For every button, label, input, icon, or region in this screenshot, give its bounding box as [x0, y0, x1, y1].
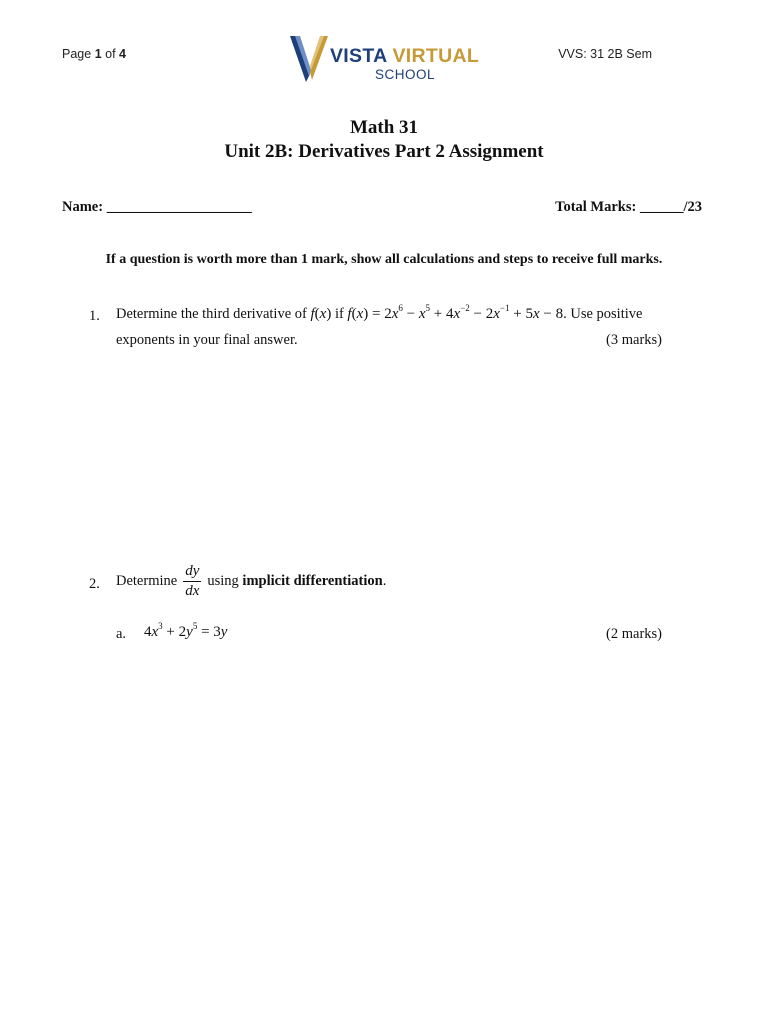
- logo-word-vista: VISTA: [330, 45, 387, 67]
- question-1-marks: (3 marks): [606, 332, 662, 348]
- question-2-number: 2.: [89, 576, 100, 592]
- v-logo-icon: [288, 34, 332, 84]
- question-1-equation: $f(x) = 2x^6 - x^5 + 4x^{-2} - 2x^{-1} + 5x - 8$: [347, 303, 564, 322]
- page-title: Math 31: [349, 117, 419, 138]
- dy-dx-fraction: $\frac{dy}{dx}$: [185, 563, 200, 599]
- logo-word-school: SCHOOL: [375, 67, 436, 82]
- question-1-func: f(x): [310, 306, 332, 322]
- page-number: Page 1 of 4: [62, 47, 126, 61]
- course-code: VVS: 31 2B Sem: [558, 47, 652, 61]
- total-marks-field[interactable]: Total Marks: ______/23: [555, 199, 702, 215]
- question-2-text: Determine $\frac{dy}{dx}$ using implicit differentiation .: [116, 563, 387, 599]
- question-1-number: 1.: [89, 308, 100, 324]
- question-1-text: Determine the third derivative of f(x) if $f(x) = 2x^6 - x^5 + 4x^{-2} - 2x^{-1} + 5x - 8$. Use positive: [116, 303, 643, 322]
- instructions: If a question is worth more than 1 mark, show all calculations and steps to receive full marks.: [105, 252, 663, 267]
- question-2a-equation: $4x^3 + 2y^5 = 3y$: [144, 621, 228, 640]
- logo-word-virtual: VIRTUAL: [392, 45, 480, 67]
- question-2a-label: a.: [116, 626, 127, 642]
- question-1-text-line2: exponents in your final answer.: [116, 332, 298, 348]
- name-field[interactable]: Name: ____________________: [62, 199, 252, 215]
- question-2a-marks: (2 marks): [606, 626, 662, 642]
- vista-virtual-school-logo: [288, 34, 480, 86]
- page-subtitle: Unit 2B: Derivatives Part 2 Assignment: [224, 141, 544, 162]
